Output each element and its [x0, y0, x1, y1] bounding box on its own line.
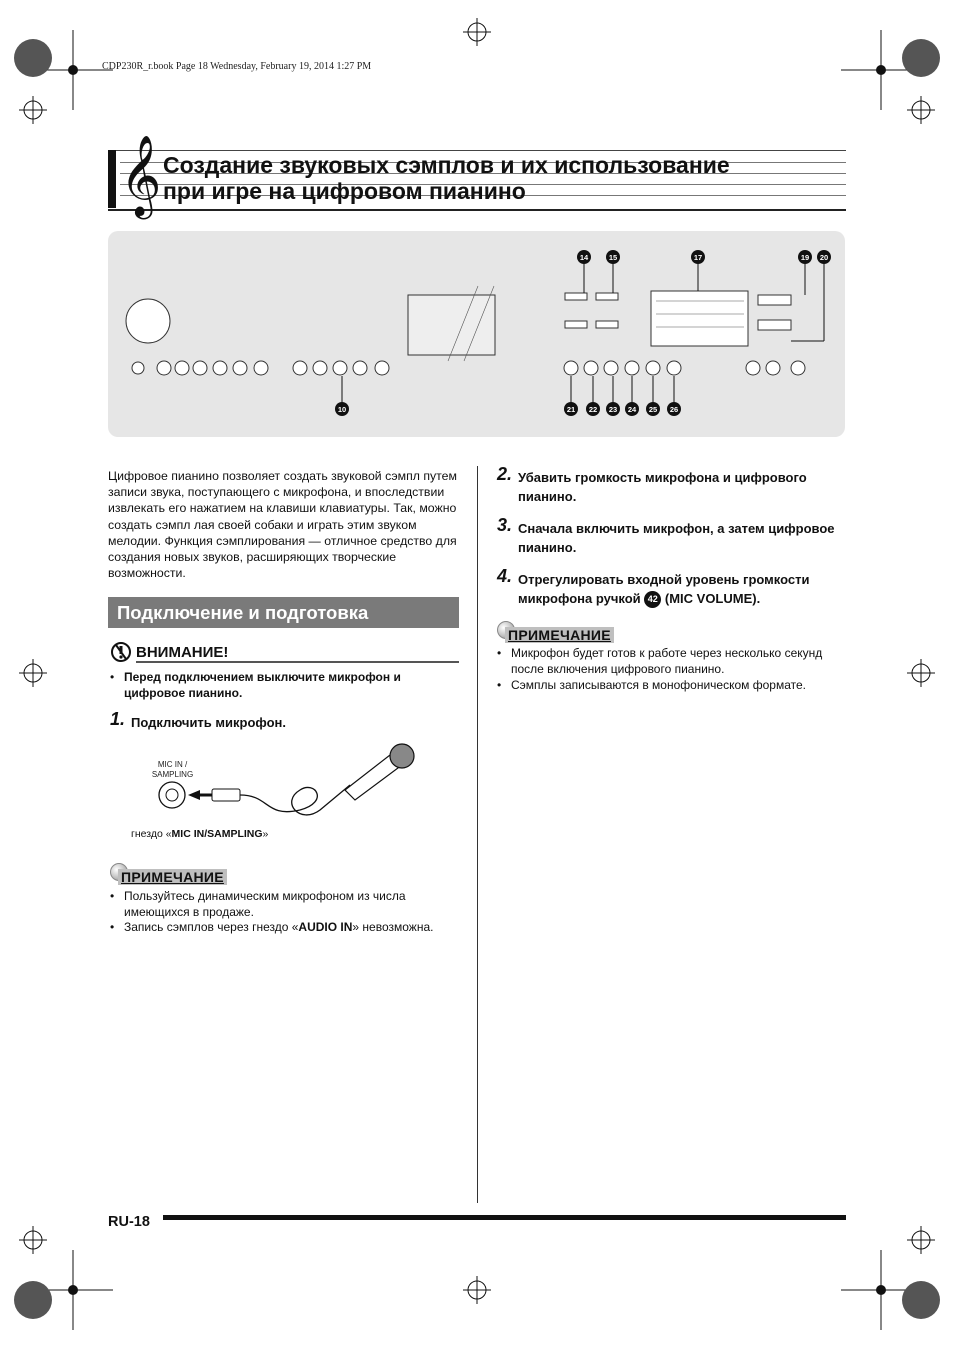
- callout-22: 22: [588, 405, 598, 414]
- section-heading: Подключение и подготовка: [108, 597, 459, 628]
- step-2: 2. Убавить громкость микрофона и цифрового пианино.: [497, 464, 807, 504]
- callout-23: 23: [608, 405, 618, 414]
- warning-rule: [136, 661, 459, 663]
- note-right-bullet-1: • Микрофон будет готов к работе через несколько секунд после включения цифрового пианино.: [497, 646, 823, 676]
- intro-paragraph: Цифровое пианино позволяет создать звуковой сэмпл путем записи звука, поступающего с микрофона, и впоследствии извлекать его нажатием на клавиши клавиатуры. Так, можно создать сэмпл лая своей собаки и играть этим звуком мелодии. Функция сэмплирования — отличное средство для создания новых звуков, расширяющих творческие возможности.: [108, 469, 457, 581]
- warning-icon: [110, 641, 132, 663]
- callout-25: 25: [648, 405, 658, 414]
- callout-21: 21: [566, 405, 576, 414]
- panel-illustration: [108, 231, 845, 437]
- jack-label: MIC IN / SAMPLING: [151, 760, 194, 779]
- column-divider: [477, 466, 478, 1203]
- jack-caption: гнездо «MIC IN/SAMPLING»: [131, 828, 269, 840]
- callout-20: 20: [819, 253, 829, 262]
- treble-clef-icon: 𝄞: [120, 134, 162, 216]
- warning-bullet: • Перед подключением выключите микрофон и цифровое пианино.: [110, 670, 401, 700]
- callout-24: 24: [627, 405, 637, 414]
- book-header: CDP230R_r.book Page 18 Wednesday, February 19, 2014 1:27 PM: [102, 61, 372, 72]
- footer-rule: [163, 1215, 846, 1220]
- callout-26: 26: [669, 405, 679, 414]
- callout-19: 19: [800, 253, 810, 262]
- note-left-bullet-2: • Запись сэмплов через гнездо «AUDIO IN» невозможна.: [110, 920, 434, 934]
- callout-17: 17: [693, 253, 703, 262]
- step-4: 4. Отрегулировать входной уровень громкости микрофона ручкой 42 (MIC VOLUME).: [497, 570, 847, 608]
- microphone-illustration: [150, 740, 425, 830]
- step-3: 3. Сначала включить микрофон, а затем цифровое пианино.: [497, 515, 835, 555]
- note-left-bullet-1: • Пользуйтесь динамическим микрофоном из числа имеющихся в продаже.: [110, 889, 406, 919]
- page-number: RU-18: [108, 1214, 150, 1230]
- page-title: Создание звуковых сэмплов и их использование при игре на цифровом пианино: [163, 152, 730, 204]
- step-1: 1. Подключить микрофон.: [110, 709, 287, 730]
- callout-14: 14: [579, 253, 589, 262]
- callout-10: 10: [337, 405, 347, 414]
- title-side-bar: [108, 150, 116, 208]
- note-right-bullet-2: • Сэмплы записываются в монофоническом формате.: [497, 678, 806, 692]
- callout-15: 15: [608, 253, 618, 262]
- knob-42-badge: 42: [644, 591, 661, 608]
